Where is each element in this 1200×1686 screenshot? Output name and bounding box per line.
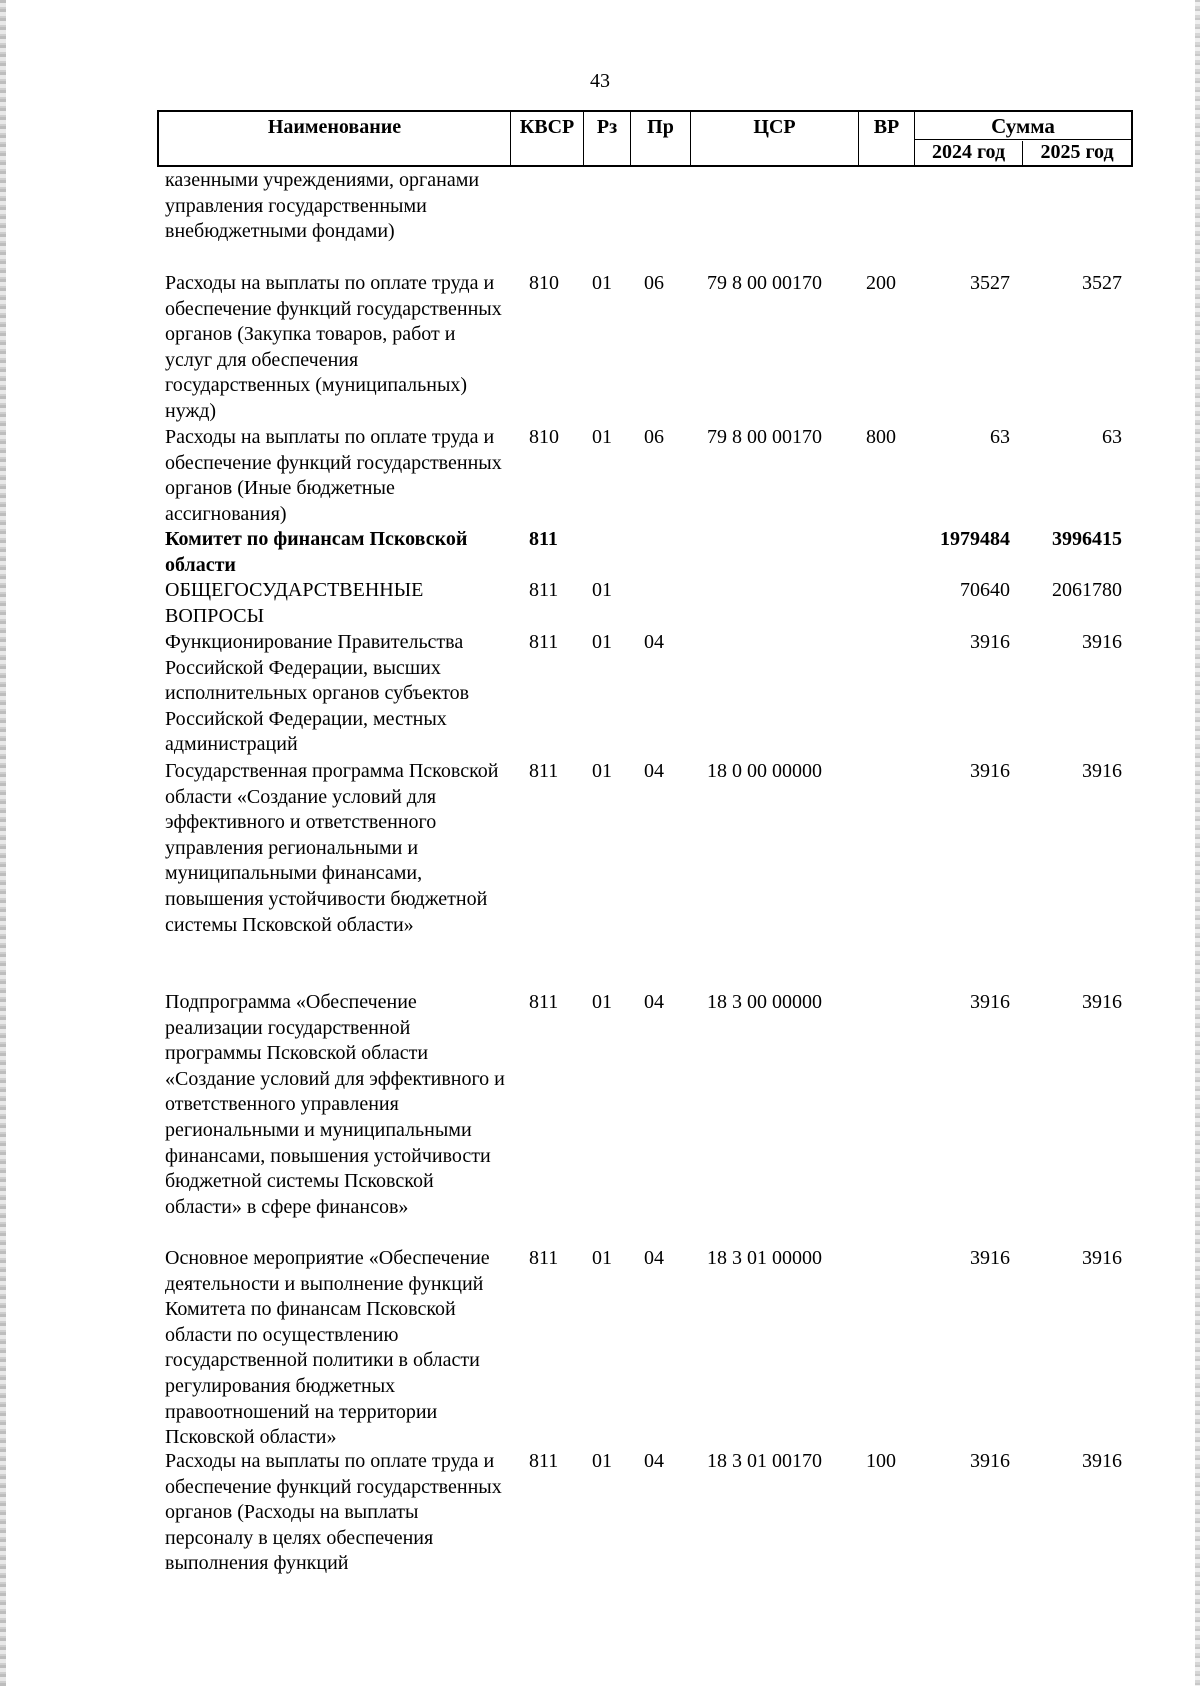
row-kvsr: 811 [529,1450,559,1472]
row-kvsr: 810 [529,426,559,448]
row-kvsr: 811 [529,760,559,782]
row-sum-2024: 3916 [970,991,1010,1013]
row-rz: 01 [592,426,612,448]
header-year-2025: 2025 год [1040,141,1114,163]
row-sum-2025: 3916 [1082,1450,1122,1472]
row-kvsr: 811 [529,1247,559,1269]
row-sum-2025: 3916 [1082,991,1122,1013]
row-sum-2024: 3916 [970,1450,1010,1472]
header-year-2024: 2024 год [915,141,1023,165]
row-csr: 18 3 01 00000 [707,1247,822,1269]
row-pr: 06 [644,426,664,448]
row-rz: 01 [592,631,612,653]
row-csr: 18 0 00 00000 [707,760,822,782]
row-name: Подпрограмма «Обеспечение реализации государственной программы Псковской области «Создание условий для эффективного и ответственного управления региональными и муниципальными финансами, повышения устойчивости бюджетной системы Псковской области» в сфере финансов» [165,991,505,1218]
row-rz: 01 [592,272,612,294]
row-rz: 01 [592,1450,612,1472]
row-name: Основное мероприятие «Обеспечение деятельности и выполнение функций Комитета по финансам Псковской области по осуществлению государственной политики в области регулирования бюджетных правоотношений на территории Псковской области» [165,1247,490,1449]
row-kvsr: 811 [529,631,559,653]
row-name: казенными учреждениями, органами управления государственными внебюджетными фондами) [165,169,480,243]
row-rz: 01 [592,991,612,1013]
row-csr: 18 3 00 00000 [707,991,822,1013]
header-name: Наименование [159,112,511,165]
row-sum-2025: 3996415 [1052,528,1122,550]
header-summa-title: Сумма [915,112,1131,140]
row-kvsr: 810 [529,272,559,294]
row-vr: 100 [866,1450,896,1472]
header-rz: Рз [584,112,631,165]
row-name: Комитет по финансам Псковской области [165,528,468,576]
row-name: Расходы на выплаты по оплате труда и обеспечение функций государственных органов (Расходы на выплаты персоналу в целях обеспечения выполнения функций [165,1450,502,1575]
row-sum-2024: 1979484 [940,528,1010,550]
row-sum-2025: 3527 [1082,272,1122,294]
table-header [157,110,1133,167]
header-pr: Пр [631,112,691,165]
row-kvsr: 811 [529,579,559,601]
row-csr: 18 3 01 00170 [707,1450,822,1472]
row-vr: 800 [866,426,896,448]
scan-edge-left [0,0,6,1686]
row-sum-2024: 3916 [970,631,1010,653]
row-rz: 01 [592,579,612,601]
header-vr: ВР [859,112,915,165]
row-pr: 06 [644,272,664,294]
row-pr: 04 [644,760,664,782]
row-name: Расходы на выплаты по оплате труда и обеспечение функций государственных органов (Иные бюджетные ассигнования) [165,426,502,525]
row-rz: 01 [592,760,612,782]
row-sum-2025: 3916 [1082,1247,1122,1269]
header-csr: ЦСР [691,112,859,165]
row-sum-2024: 3916 [970,760,1010,782]
row-vr: 200 [866,272,896,294]
page-number: 43 [590,70,610,92]
row-kvsr: 811 [529,528,558,550]
row-sum-2024: 3527 [970,272,1010,294]
row-name: Расходы на выплаты по оплате труда и обеспечение функций государственных органов (Закупка товаров, работ и услуг для обеспечения государственных (муниципальных) нужд) [165,272,502,422]
scan-edge-right [1195,0,1200,1686]
row-pr: 04 [644,1450,664,1472]
row-sum-2024: 63 [990,426,1010,448]
row-csr: 79 8 00 00170 [707,272,822,294]
row-sum-2024: 70640 [960,579,1010,601]
row-name: Функционирование Правительства Российской Федерации, высших исполнительных органов субъектов Российской Федерации, местных администраций [165,631,470,756]
row-csr: 79 8 00 00170 [707,426,822,448]
row-pr: 04 [644,1247,664,1269]
row-pr: 04 [644,631,664,653]
header-summa [915,112,1131,165]
row-rz: 01 [592,1247,612,1269]
row-sum-2024: 3916 [970,1247,1010,1269]
row-sum-2025: 3916 [1082,631,1122,653]
row-pr: 04 [644,991,664,1013]
row-name: Государственная программа Псковской области «Создание условий для эффективного и ответственного управления региональными и муниципальными финансами, повышения устойчивости бюджетной системы Псковской области» [165,760,499,936]
header-kvsr: КВСР [511,112,584,165]
row-sum-2025: 63 [1102,426,1122,448]
row-kvsr: 811 [529,991,559,1013]
row-sum-2025: 3916 [1082,760,1122,782]
row-name: ОБЩЕГОСУДАРСТВЕННЫЕ ВОПРОСЫ [165,579,424,627]
row-sum-2025: 2061780 [1052,579,1122,601]
